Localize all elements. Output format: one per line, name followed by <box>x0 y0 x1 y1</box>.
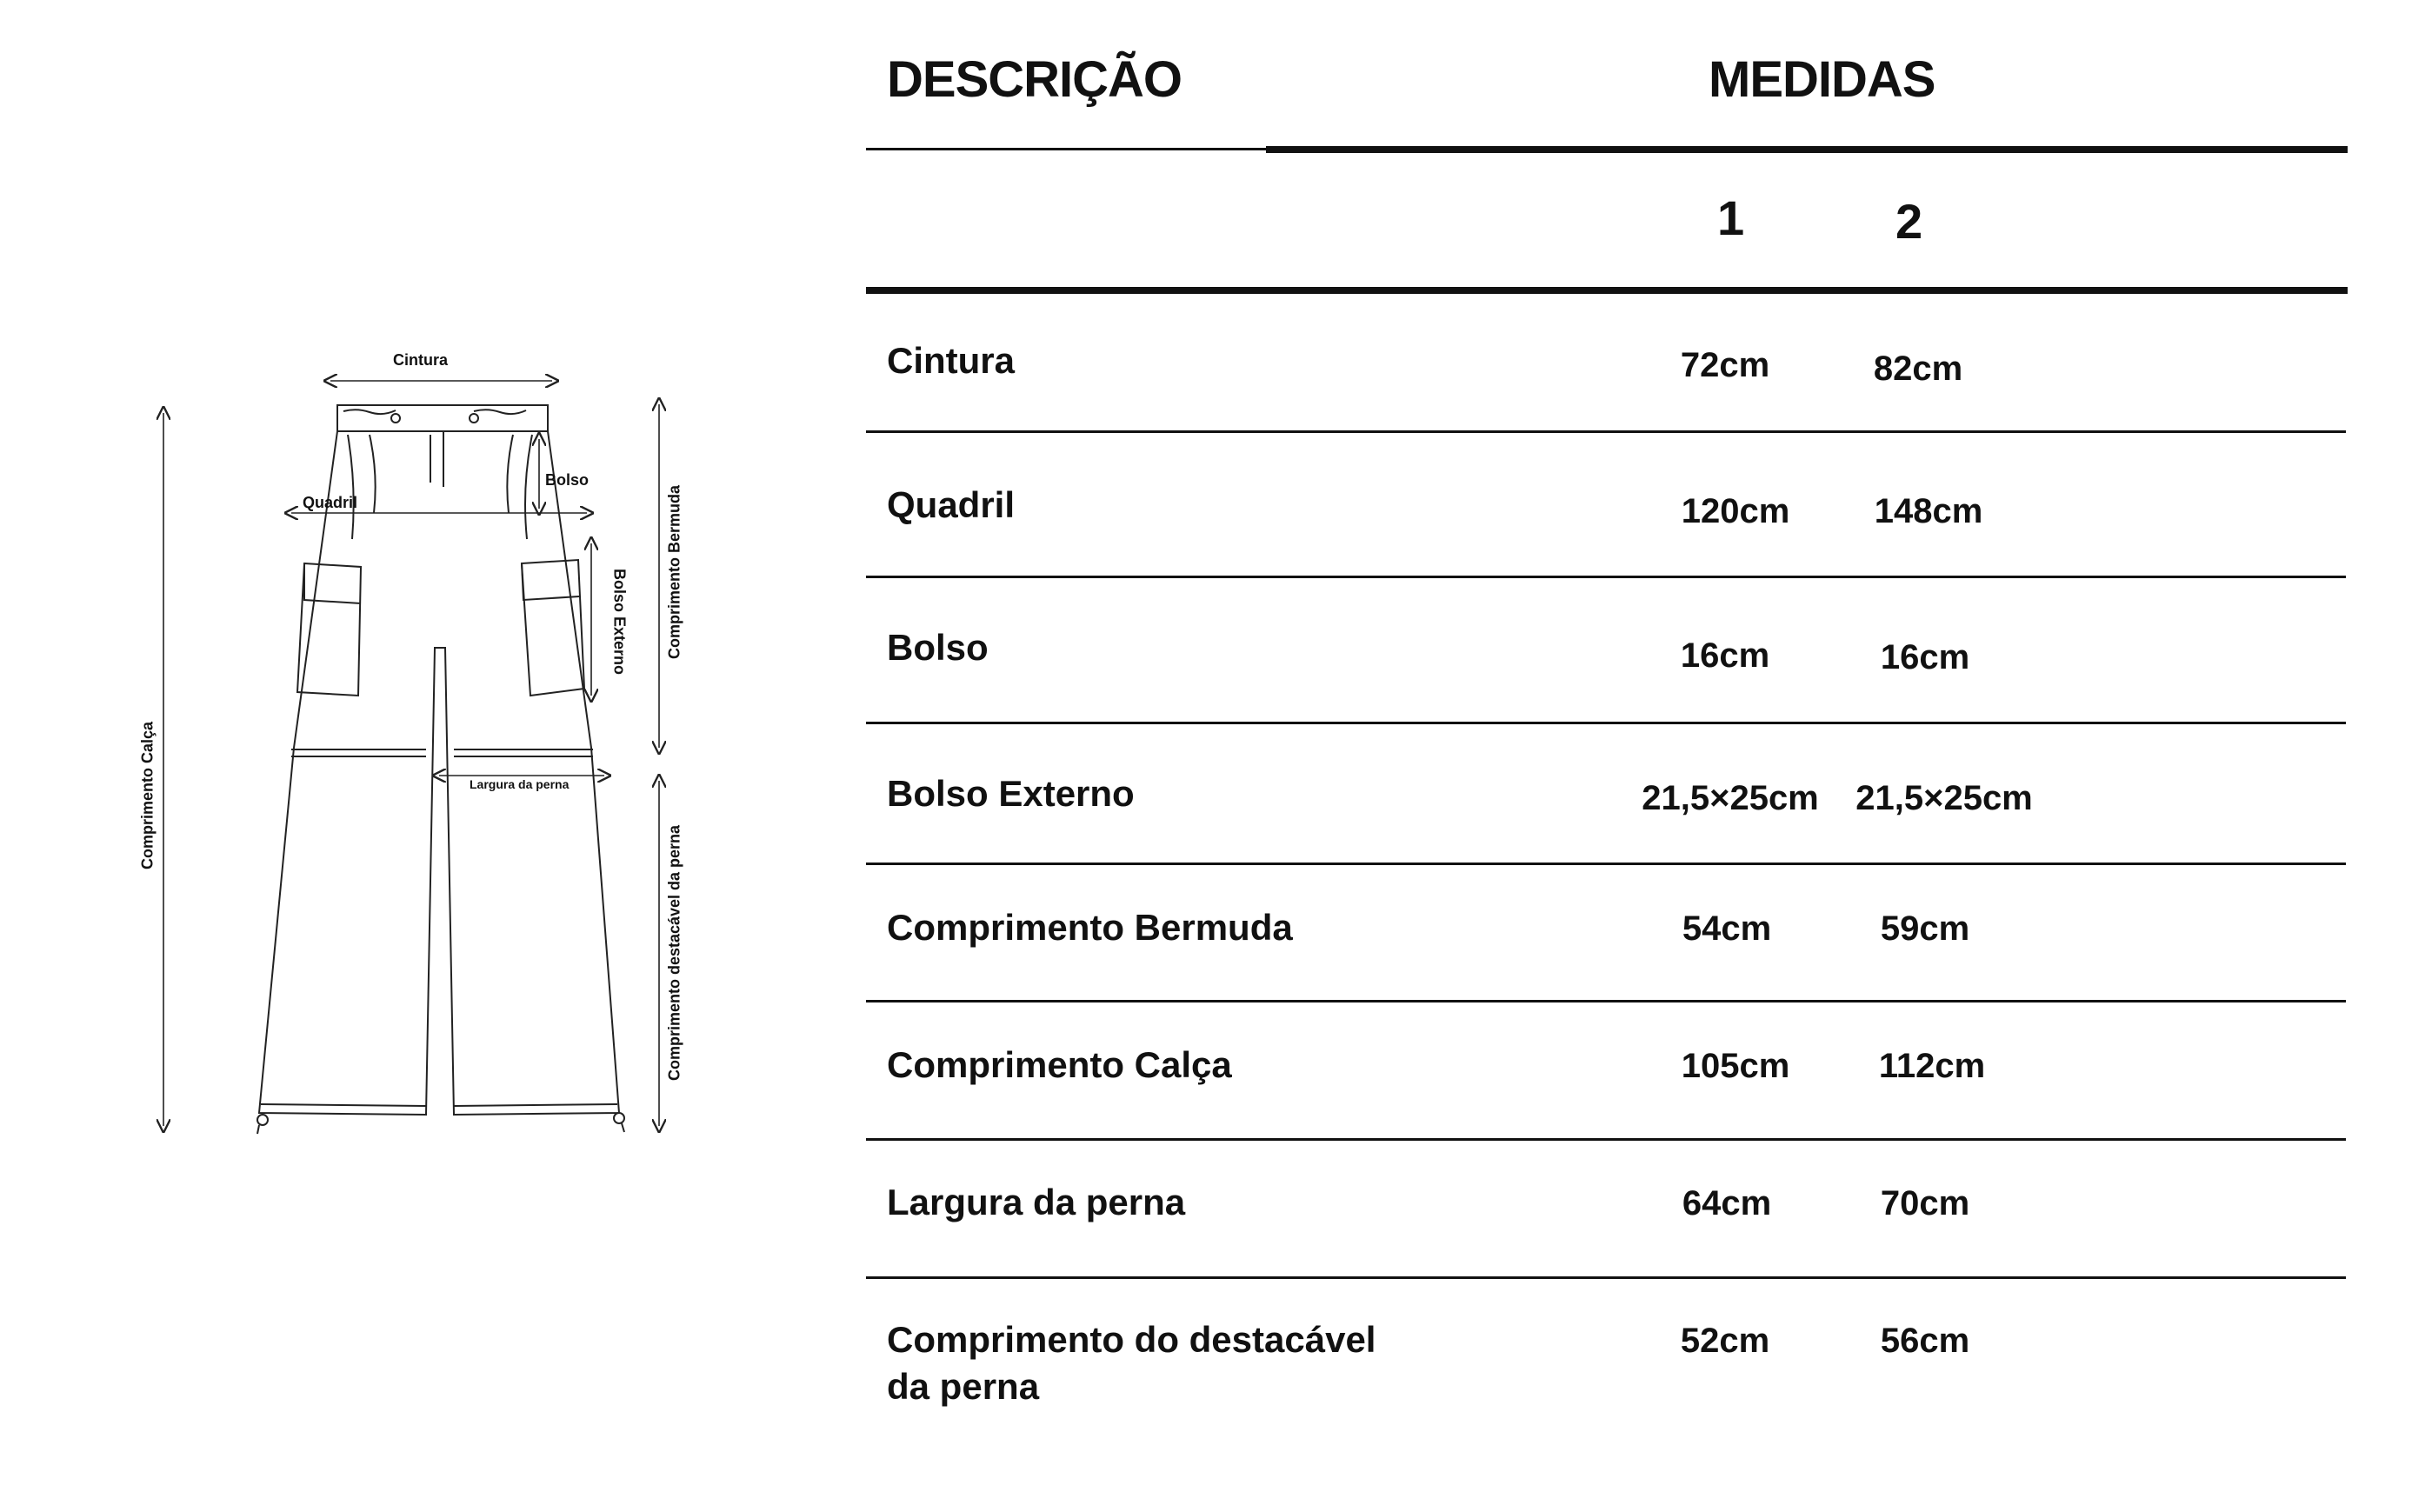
row-label-cintura: Cintura <box>887 340 1015 381</box>
size-2-header: 2 <box>1895 194 1923 249</box>
label-largura-perna: Largura da perna <box>470 777 570 791</box>
label-comprimento-bermuda: Comprimento Bermuda <box>665 484 683 660</box>
cell-quadril-2: 148cm <box>1874 492 1983 530</box>
header-rule-left <box>866 148 1266 150</box>
row-label-largura-perna: Largura da perna <box>887 1182 1186 1222</box>
cell-comprimento-calca-1: 105cm <box>1681 1047 1790 1085</box>
header-rule-right <box>1266 146 2348 153</box>
pants-diagram <box>0 0 783 1512</box>
sizes-rule <box>866 287 2348 294</box>
header-descricao: DESCRIÇÃO <box>887 51 1183 108</box>
label-quadril: Quadril <box>303 494 358 511</box>
label-bolso: Bolso <box>545 471 590 489</box>
row-divider <box>866 576 2346 578</box>
row-label-bolso: Bolso <box>887 627 989 668</box>
cell-bolso-externo-1: 21,5×25cm <box>1642 779 1819 817</box>
cell-largura-perna-1: 64cm <box>1682 1184 1772 1222</box>
cell-comprimento-bermuda-1: 54cm <box>1682 909 1772 948</box>
label-comprimento-calca: Comprimento Calça <box>138 721 157 870</box>
cell-comprimento-destacavel-2: 56cm <box>1880 1322 1970 1360</box>
cell-bolso-2: 16cm <box>1880 638 1970 676</box>
label-bolso-externo: Bolso Externo <box>610 568 629 676</box>
cell-comprimento-destacavel-1: 52cm <box>1680 1322 1770 1360</box>
cell-comprimento-bermuda-2: 59cm <box>1880 909 1970 948</box>
row-label-comprimento-calca: Comprimento Calça <box>887 1044 1232 1085</box>
pants-drawing <box>0 0 783 1512</box>
label-cintura: Cintura <box>393 351 448 369</box>
cell-quadril-1: 120cm <box>1681 492 1790 530</box>
row-label-line-1: Comprimento do destacável <box>887 1319 1376 1360</box>
cell-bolso-externo-2: 21,5×25cm <box>1855 779 2033 817</box>
header-medidas: MEDIDAS <box>1709 51 1935 108</box>
row-label-comprimento-destacavel <box>887 1316 1376 1410</box>
cell-cintura-2: 82cm <box>1873 350 1963 388</box>
row-divider <box>866 1276 2346 1279</box>
row-divider <box>866 863 2346 865</box>
row-divider <box>866 1000 2346 1002</box>
row-divider <box>866 722 2346 724</box>
row-label-line-2: da perna <box>887 1366 1040 1407</box>
label-comprimento-destacavel: Comprimento destacável da perna <box>665 824 683 1082</box>
row-divider <box>866 430 2346 433</box>
cell-cintura-1: 72cm <box>1680 346 1770 384</box>
row-divider <box>866 1138 2346 1141</box>
cell-bolso-1: 16cm <box>1680 636 1770 675</box>
size-1-header: 1 <box>1717 190 1745 245</box>
row-label-comprimento-bermuda: Comprimento Bermuda <box>887 907 1293 948</box>
row-label-bolso-externo: Bolso Externo <box>887 773 1135 814</box>
cell-largura-perna-2: 70cm <box>1880 1184 1970 1222</box>
row-label-quadril: Quadril <box>887 484 1016 525</box>
cell-comprimento-calca-2: 112cm <box>1878 1047 1986 1085</box>
